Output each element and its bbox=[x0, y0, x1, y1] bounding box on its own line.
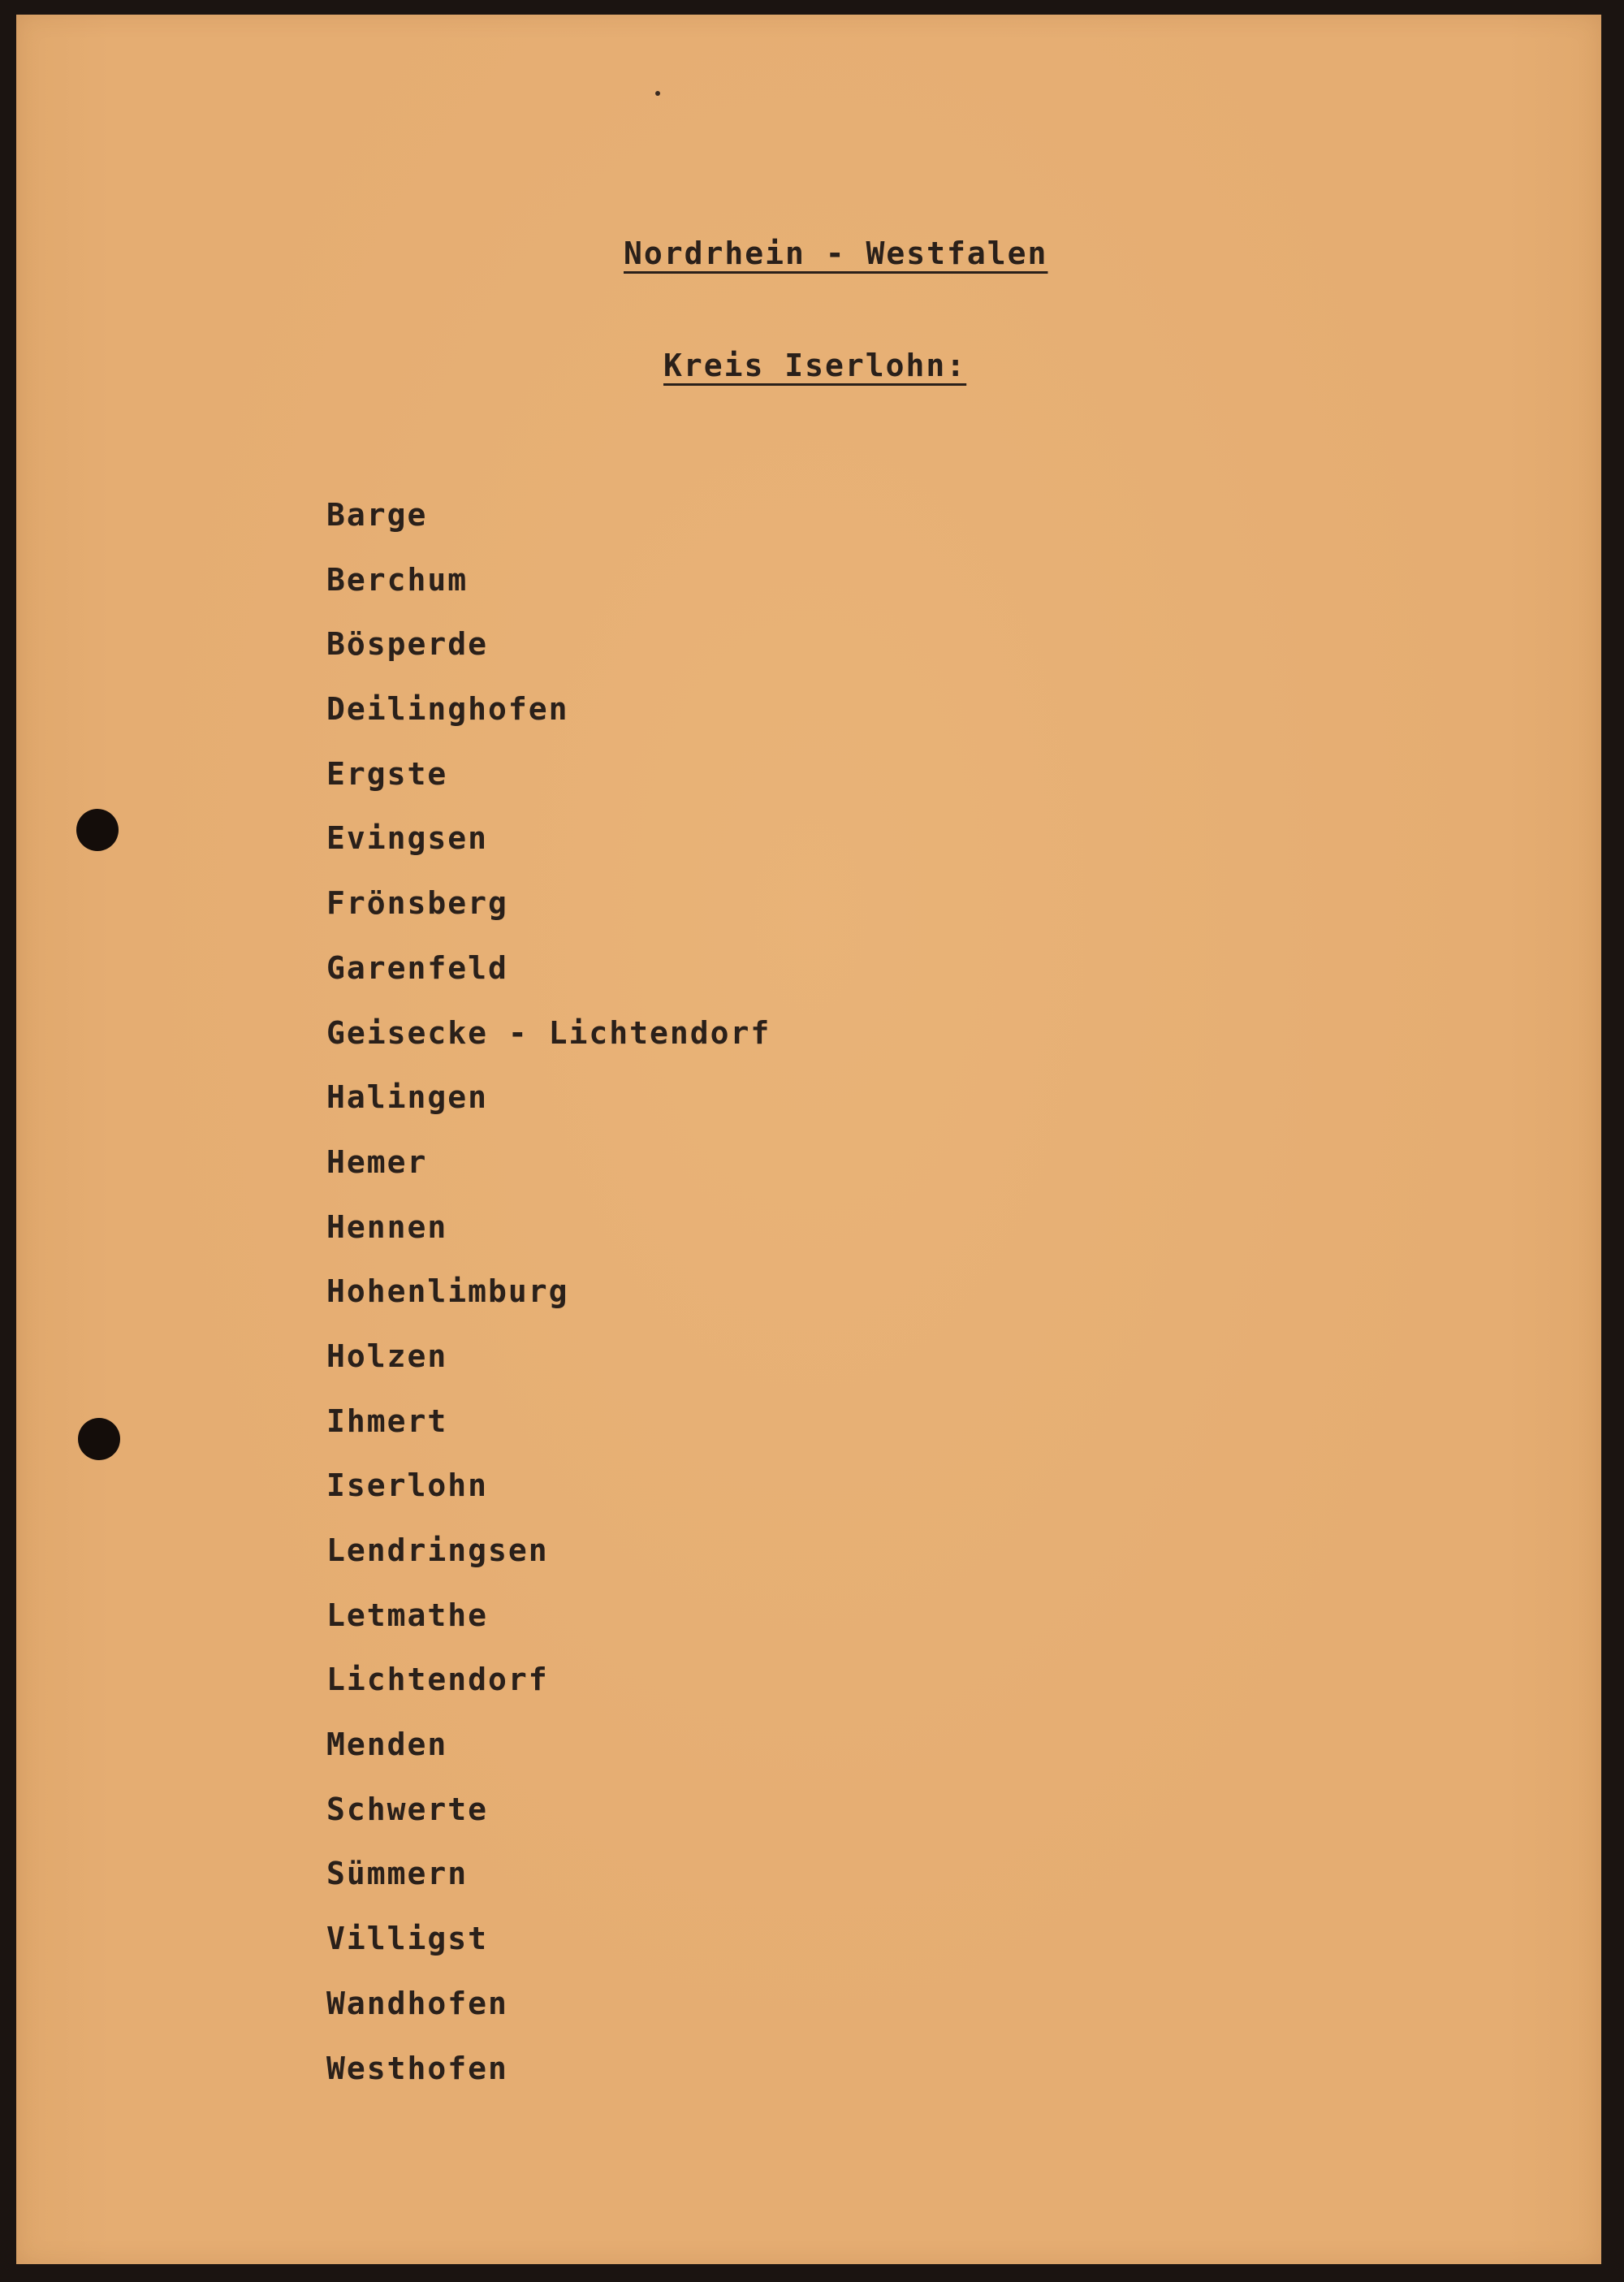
list-item bbox=[326, 1917, 771, 1982]
list-item bbox=[326, 947, 771, 1012]
place-name: Sümmern bbox=[326, 1856, 469, 1892]
list-item bbox=[326, 1335, 771, 1400]
place-name: Ergste bbox=[326, 755, 448, 792]
place-name: Menden bbox=[326, 1727, 448, 1763]
place-name: Hohenlimburg bbox=[326, 1273, 569, 1310]
punch-hole bbox=[76, 809, 119, 851]
list-item bbox=[326, 1012, 771, 1077]
list-item bbox=[326, 623, 771, 688]
list-item bbox=[326, 817, 771, 882]
place-name: Deilinghofen bbox=[326, 691, 569, 728]
list-item bbox=[326, 559, 771, 624]
list-item bbox=[326, 1723, 771, 1788]
place-name: Lendringsen bbox=[326, 1532, 549, 1568]
place-name: Wandhofen bbox=[326, 1985, 508, 2021]
place-name: Garenfeld bbox=[326, 949, 508, 986]
list-item bbox=[326, 1658, 771, 1723]
district-heading: Kreis Iserlohn: bbox=[663, 348, 967, 383]
ink-speck bbox=[655, 91, 660, 96]
place-name: Holzen bbox=[326, 1338, 448, 1374]
place-name: Frönsberg bbox=[326, 885, 508, 922]
region-heading: Nordrhein - Westfalen bbox=[624, 236, 1048, 271]
list-item bbox=[326, 1982, 771, 2047]
list-item bbox=[326, 1852, 771, 1917]
list-item bbox=[326, 1400, 771, 1465]
list-item bbox=[326, 882, 771, 947]
place-name: Bösperde bbox=[326, 626, 489, 663]
place-name: Westhofen bbox=[326, 2050, 508, 2086]
place-name: Ihmert bbox=[326, 1402, 448, 1439]
list-item bbox=[326, 753, 771, 818]
list-item bbox=[326, 1270, 771, 1335]
paper-sheet bbox=[16, 15, 1601, 2264]
list-item bbox=[326, 1788, 771, 1853]
place-name: Villigst bbox=[326, 1921, 489, 1957]
place-name: Halingen bbox=[326, 1079, 489, 1116]
place-name: Letmathe bbox=[326, 1597, 489, 1633]
list-item bbox=[326, 1141, 771, 1206]
list-item bbox=[326, 2047, 771, 2112]
place-name: Schwerte bbox=[326, 1791, 489, 1827]
place-name: Hennen bbox=[326, 1208, 448, 1245]
list-item bbox=[326, 494, 771, 559]
place-name: Barge bbox=[326, 497, 428, 533]
place-name: Geisecke - Lichtendorf bbox=[326, 1014, 771, 1051]
punch-hole bbox=[78, 1418, 120, 1460]
list-item bbox=[326, 688, 771, 753]
list-item bbox=[326, 1076, 771, 1141]
place-name: Berchum bbox=[326, 561, 469, 598]
place-name: Evingsen bbox=[326, 820, 489, 857]
list-item bbox=[326, 1464, 771, 1529]
place-name: Hemer bbox=[326, 1143, 428, 1180]
place-list bbox=[326, 494, 771, 2111]
place-name: Lichtendorf bbox=[326, 1662, 549, 1698]
list-item bbox=[326, 1206, 771, 1271]
place-name: Iserlohn bbox=[326, 1467, 489, 1504]
list-item bbox=[326, 1529, 771, 1594]
list-item bbox=[326, 1594, 771, 1659]
